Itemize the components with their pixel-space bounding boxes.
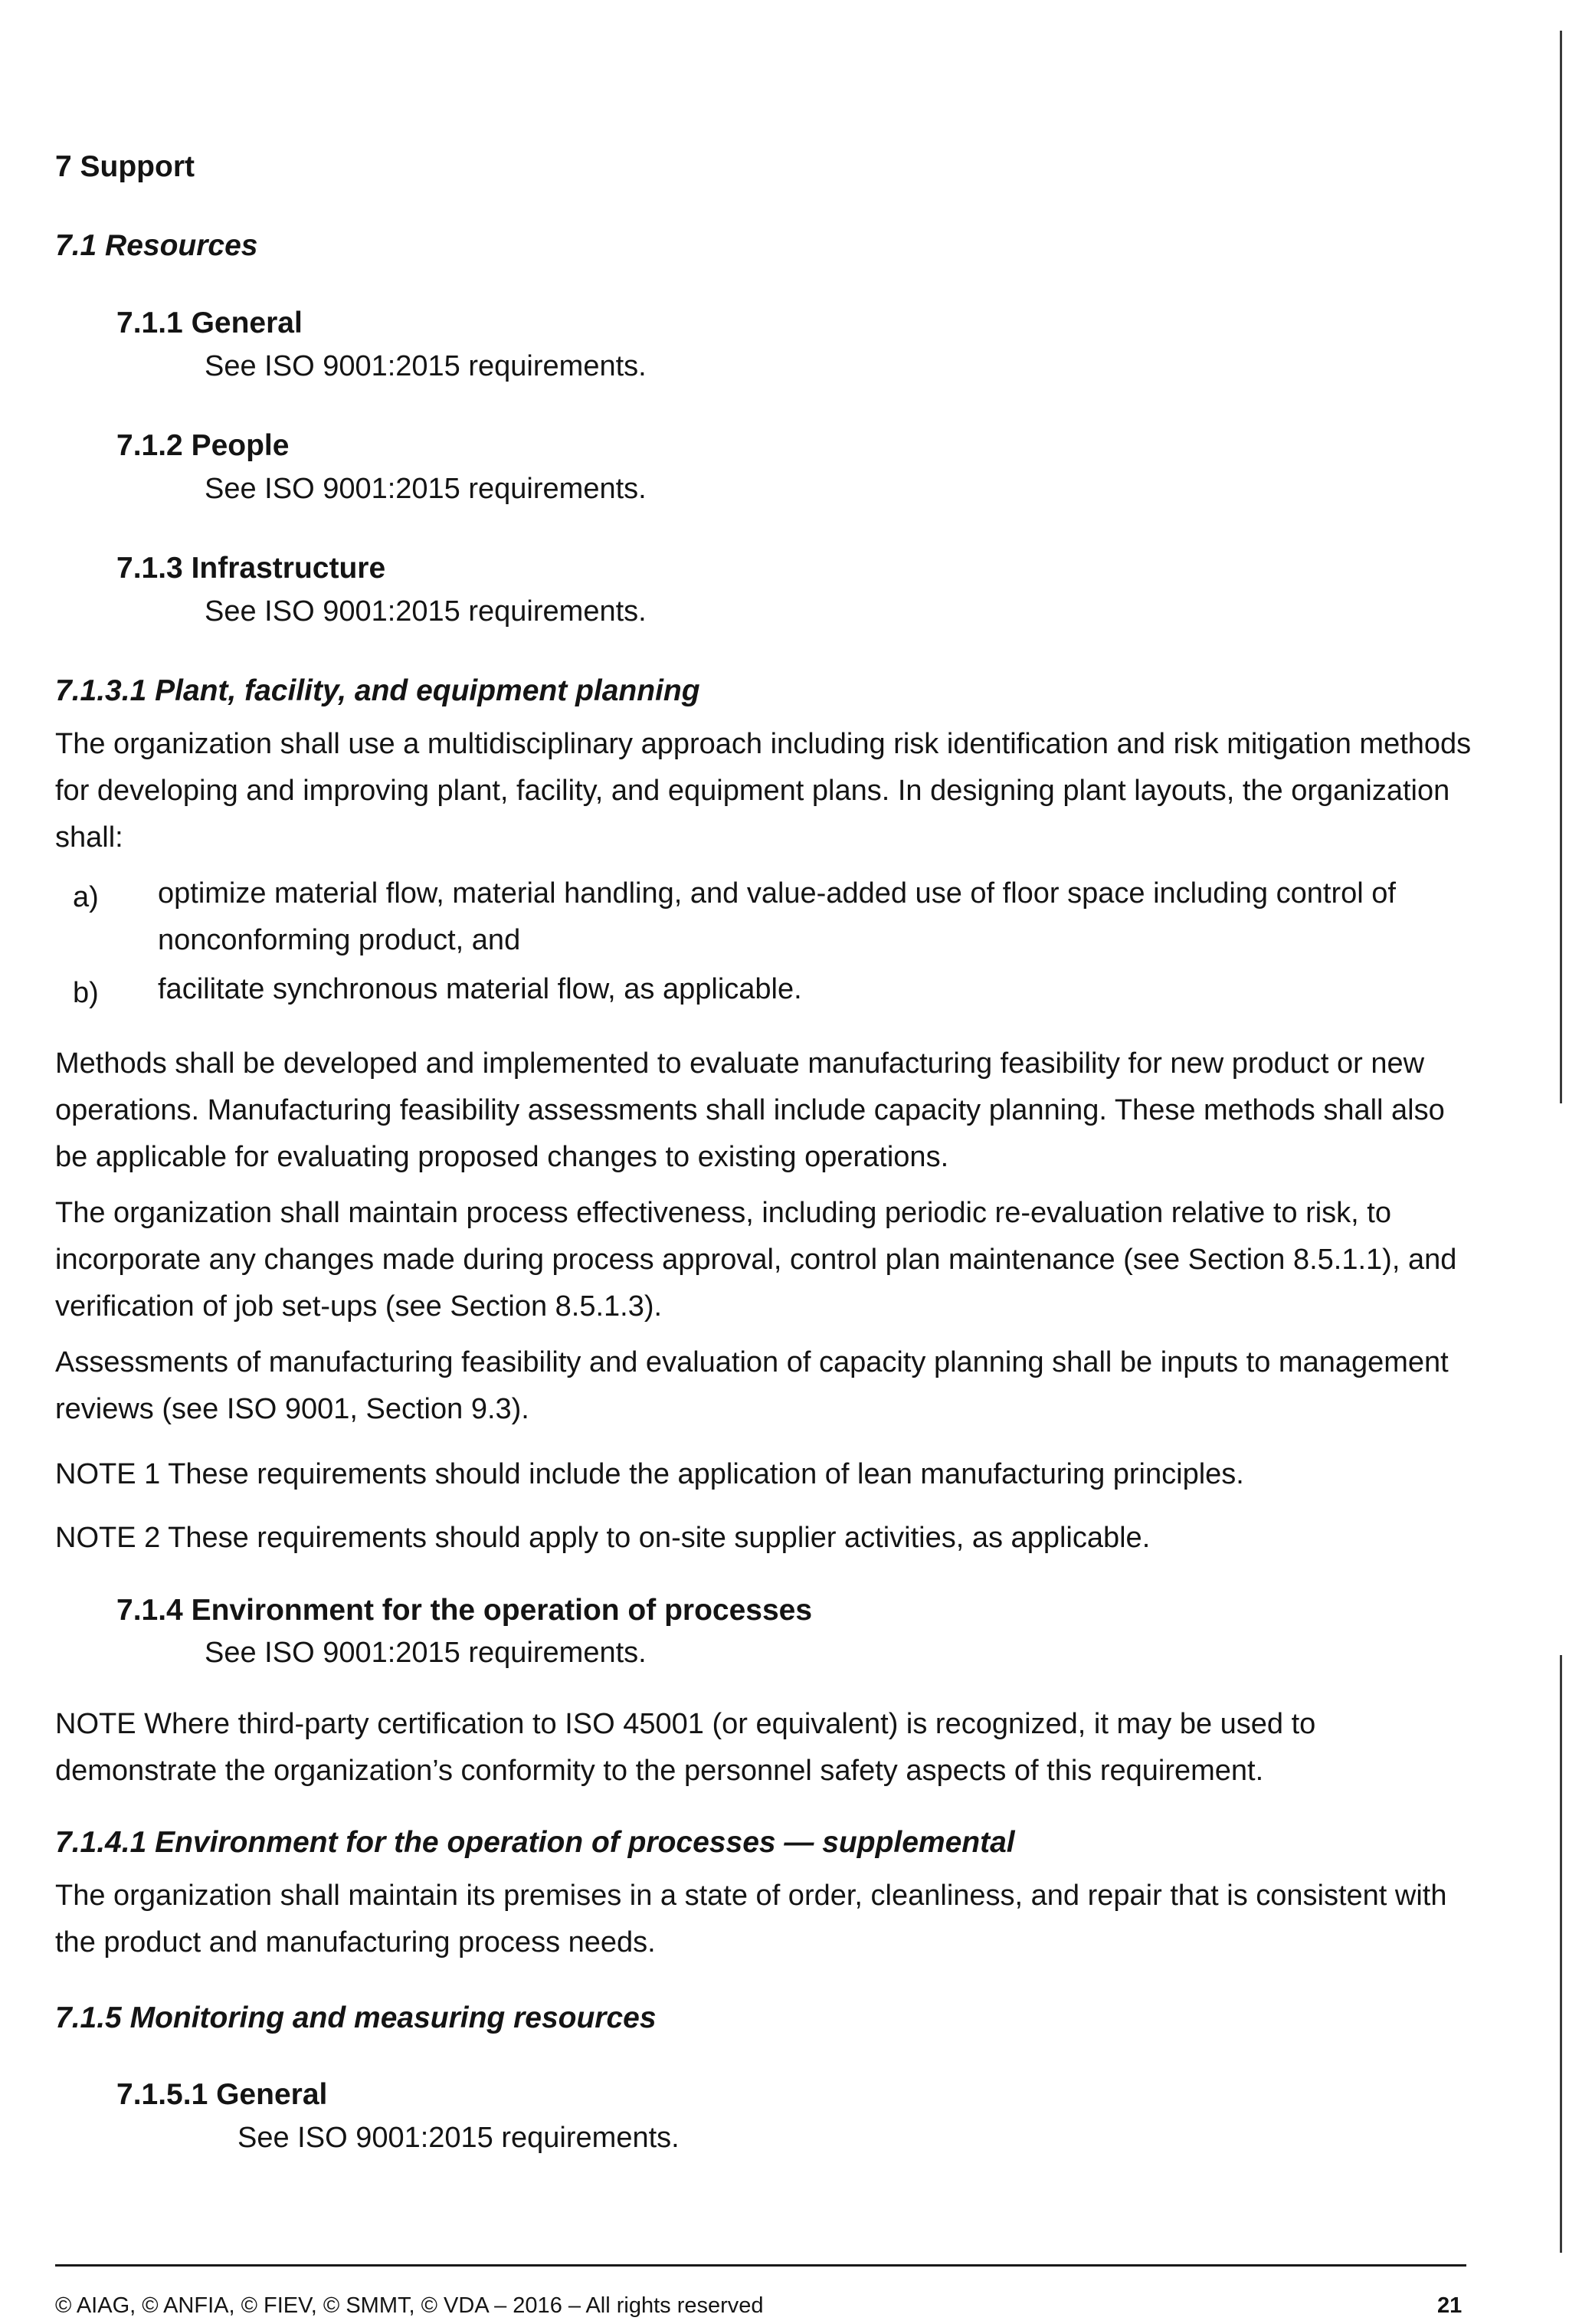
page-number: 21 (1437, 2293, 1463, 2318)
see-iso-text: See ISO 9001:2015 requirements. (205, 595, 647, 628)
see-iso-text: See ISO 9001:2015 requirements. (205, 473, 647, 505)
paragraph-assessments: Assessments of manufacturing feasibility and evaluation of capacity planning shall be inputs to management reviews (see ISO 9001, Section 9.3). (55, 1346, 1449, 1425)
list-item-label: a) (73, 881, 99, 913)
see-iso-text: See ISO 9001:2015 requirements. (205, 1637, 647, 1669)
list-item-label: b) (73, 977, 99, 1009)
see-iso-text: See ISO 9001:2015 requirements. (237, 2122, 680, 2154)
heading-7-support: 7 Support (55, 150, 195, 183)
paragraph-plant-intro: The organization shall use a multidisciplinary approach including risk identification and risk mitigation methods for developing and improving plant, facility, and equipment plans. In designing plant layouts, the organization shall: (55, 728, 1472, 854)
footer-copyright: © AIAG, © ANFIA, © FIEV, © SMMT, © VDA – 2016 – All rights reserved (55, 2293, 764, 2318)
footer-rule (55, 2264, 1466, 2267)
heading-7-1-resources: 7.1 Resources (55, 229, 258, 262)
heading-7-1-3-infrastructure: 7.1.3 Infrastructure (116, 552, 386, 585)
heading-7-1-4-environment: 7.1.4 Environment for the operation of processes (116, 1594, 813, 1627)
heading-7-1-3-1-plant: 7.1.3.1 Plant, facility, and equipment planning (55, 674, 700, 707)
paragraph-effectiveness: The organization shall maintain process effectiveness, including periodic re-evaluation relative to risk, to incorporate any changes made during process approval, control plan maintenance (see Section 8.5.1.1), and verification of job set-ups (see Section 8.5.1.3). (55, 1197, 1457, 1323)
see-iso-text: See ISO 9001:2015 requirements. (205, 350, 647, 382)
heading-7-1-1-general: 7.1.1 General (116, 306, 303, 339)
heading-7-1-5-1-general: 7.1.5.1 General (116, 2078, 328, 2111)
note-2: NOTE 2 These requirements should apply to on-site supplier activities, as applicable. (55, 1522, 1151, 1554)
paragraph-methods: Methods shall be developed and implemented to evaluate manufacturing feasibility for new product or new operations. Manufacturing feasibility assessments shall include capacity planning. These methods shall also be applicable for evaluating proposed changes to existing operations. (55, 1047, 1445, 1173)
paragraph-premises: The organization shall maintain its premises in a state of order, cleanliness, and repair that is consistent with the product and manufacturing process needs. (55, 1880, 1447, 1959)
heading-7-1-5-monitoring: 7.1.5 Monitoring and measuring resources (55, 2001, 657, 2034)
list-item-text: optimize material flow, material handling, and value-added use of floor space including control of nonconforming product, and (158, 877, 1396, 956)
scan-edge-line (1560, 1655, 1562, 2253)
note-1: NOTE 1 These requirements should include the application of lean manufacturing principles. (55, 1458, 1244, 1490)
heading-7-1-2-people: 7.1.2 People (116, 429, 290, 462)
list-item-text: facilitate synchronous material flow, as applicable. (158, 973, 802, 1005)
note-iso-45001: NOTE Where third-party certification to ISO 45001 (or equivalent) is recognized, it may be used to demonstrate the organization’s conformity to the personnel safety aspects of this requirement. (55, 1708, 1316, 1787)
scan-edge-line (1560, 31, 1562, 1103)
heading-7-1-4-1-environment-supplemental: 7.1.4.1 Environment for the operation of processes — supplemental (55, 1826, 1015, 1859)
